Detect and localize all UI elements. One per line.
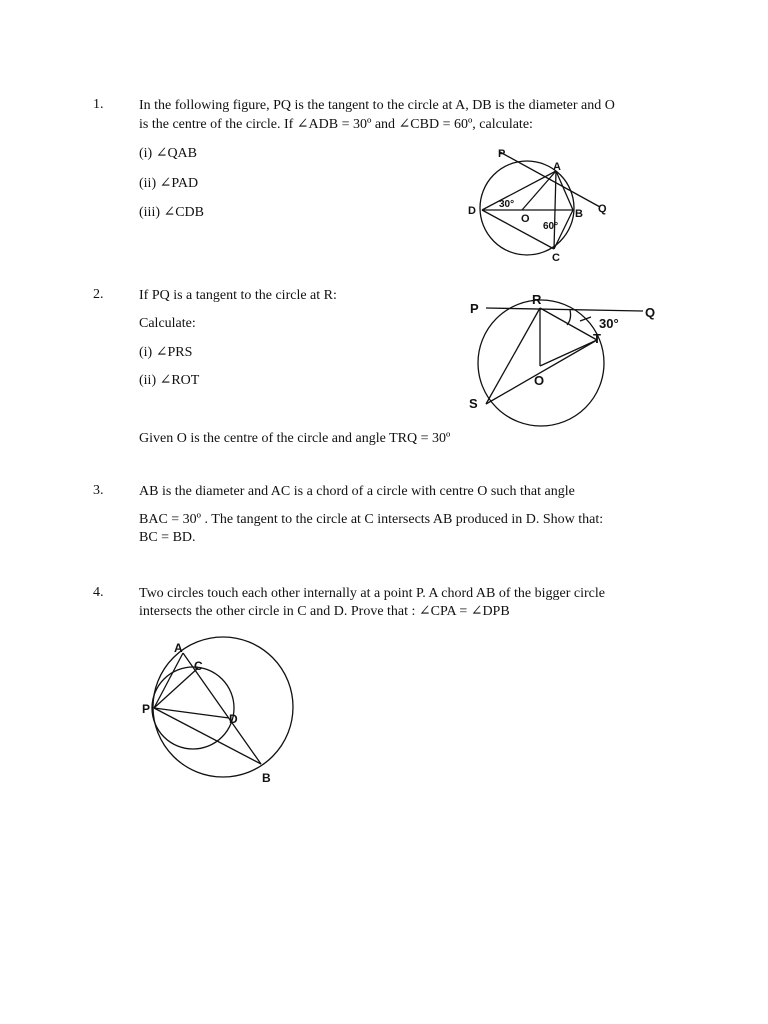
q1-part-i: (i) ∠QAB xyxy=(139,146,198,161)
q2-figure xyxy=(458,287,668,432)
q4-label-c: C xyxy=(194,659,203,673)
q2-calculate: Calculate: xyxy=(139,316,196,331)
q1-angle-60: 60° xyxy=(543,221,559,232)
q3-line3: BC = BD. xyxy=(139,530,196,545)
q3-line1: AB is the diameter and AC is a chord of a circle with centre O such that angle xyxy=(139,484,575,499)
q1-line1: In the following figure, PQ is the tangent to the circle at A, DB is the diameter and O xyxy=(139,98,615,113)
q2-given: Given O is the centre of the circle and angle TRQ = 30º xyxy=(139,431,451,446)
q1-label-p: P xyxy=(498,148,506,160)
q4-label-a: A xyxy=(174,641,183,655)
q2-label-p: P xyxy=(470,301,479,316)
q1-label-o: O xyxy=(521,213,530,225)
q1-label-c: C xyxy=(552,252,560,264)
q2-angle-30: 30° xyxy=(599,316,619,331)
q3-line2: BAC = 30º . The tangent to the circle at C intersects AB produced in D. Show that: xyxy=(139,512,604,527)
q1-part-ii: (ii) ∠PAD xyxy=(139,176,199,191)
q2-label-o: O xyxy=(534,373,545,388)
q1-label-b: B xyxy=(575,208,583,220)
q1-figure xyxy=(460,140,620,265)
q2-label-q: Q xyxy=(645,305,656,320)
q1-label-d: D xyxy=(468,205,476,217)
q2-label-r: R xyxy=(532,292,542,307)
q3-number: 3. xyxy=(93,483,104,498)
q2-label-s: S xyxy=(469,396,478,411)
q4-line2: intersects the other circle in C and D. Prove that : ∠CPA = ∠DPB xyxy=(139,604,510,619)
q1-number: 1. xyxy=(93,97,104,112)
q1-angle-30: 30° xyxy=(499,199,515,210)
q4-label-b: B xyxy=(262,771,271,785)
q1-label-a: A xyxy=(553,161,561,173)
q1-label-q: Q xyxy=(598,203,607,215)
q4-figure xyxy=(138,632,318,790)
q2-part-ii: (ii) ∠ROT xyxy=(139,373,200,388)
q1-part-iii: (iii) ∠CDB xyxy=(139,205,205,220)
q4-label-p: P xyxy=(142,702,151,716)
q1-line2: is the centre of the circle. If ∠ADB = 30º and ∠CBD = 60º, calculate: xyxy=(139,117,533,132)
q2-line1: If PQ is a tangent to the circle at R: xyxy=(139,288,337,303)
q4-number: 4. xyxy=(93,585,104,600)
q4-line1: Two circles touch each other internally at a point P. A chord AB of the bigger circle xyxy=(139,586,605,601)
q2-label-t: T xyxy=(593,331,601,346)
q2-part-i: (i) ∠PRS xyxy=(139,345,193,360)
q4-label-d: D xyxy=(229,712,238,726)
q2-number: 2. xyxy=(93,287,104,302)
